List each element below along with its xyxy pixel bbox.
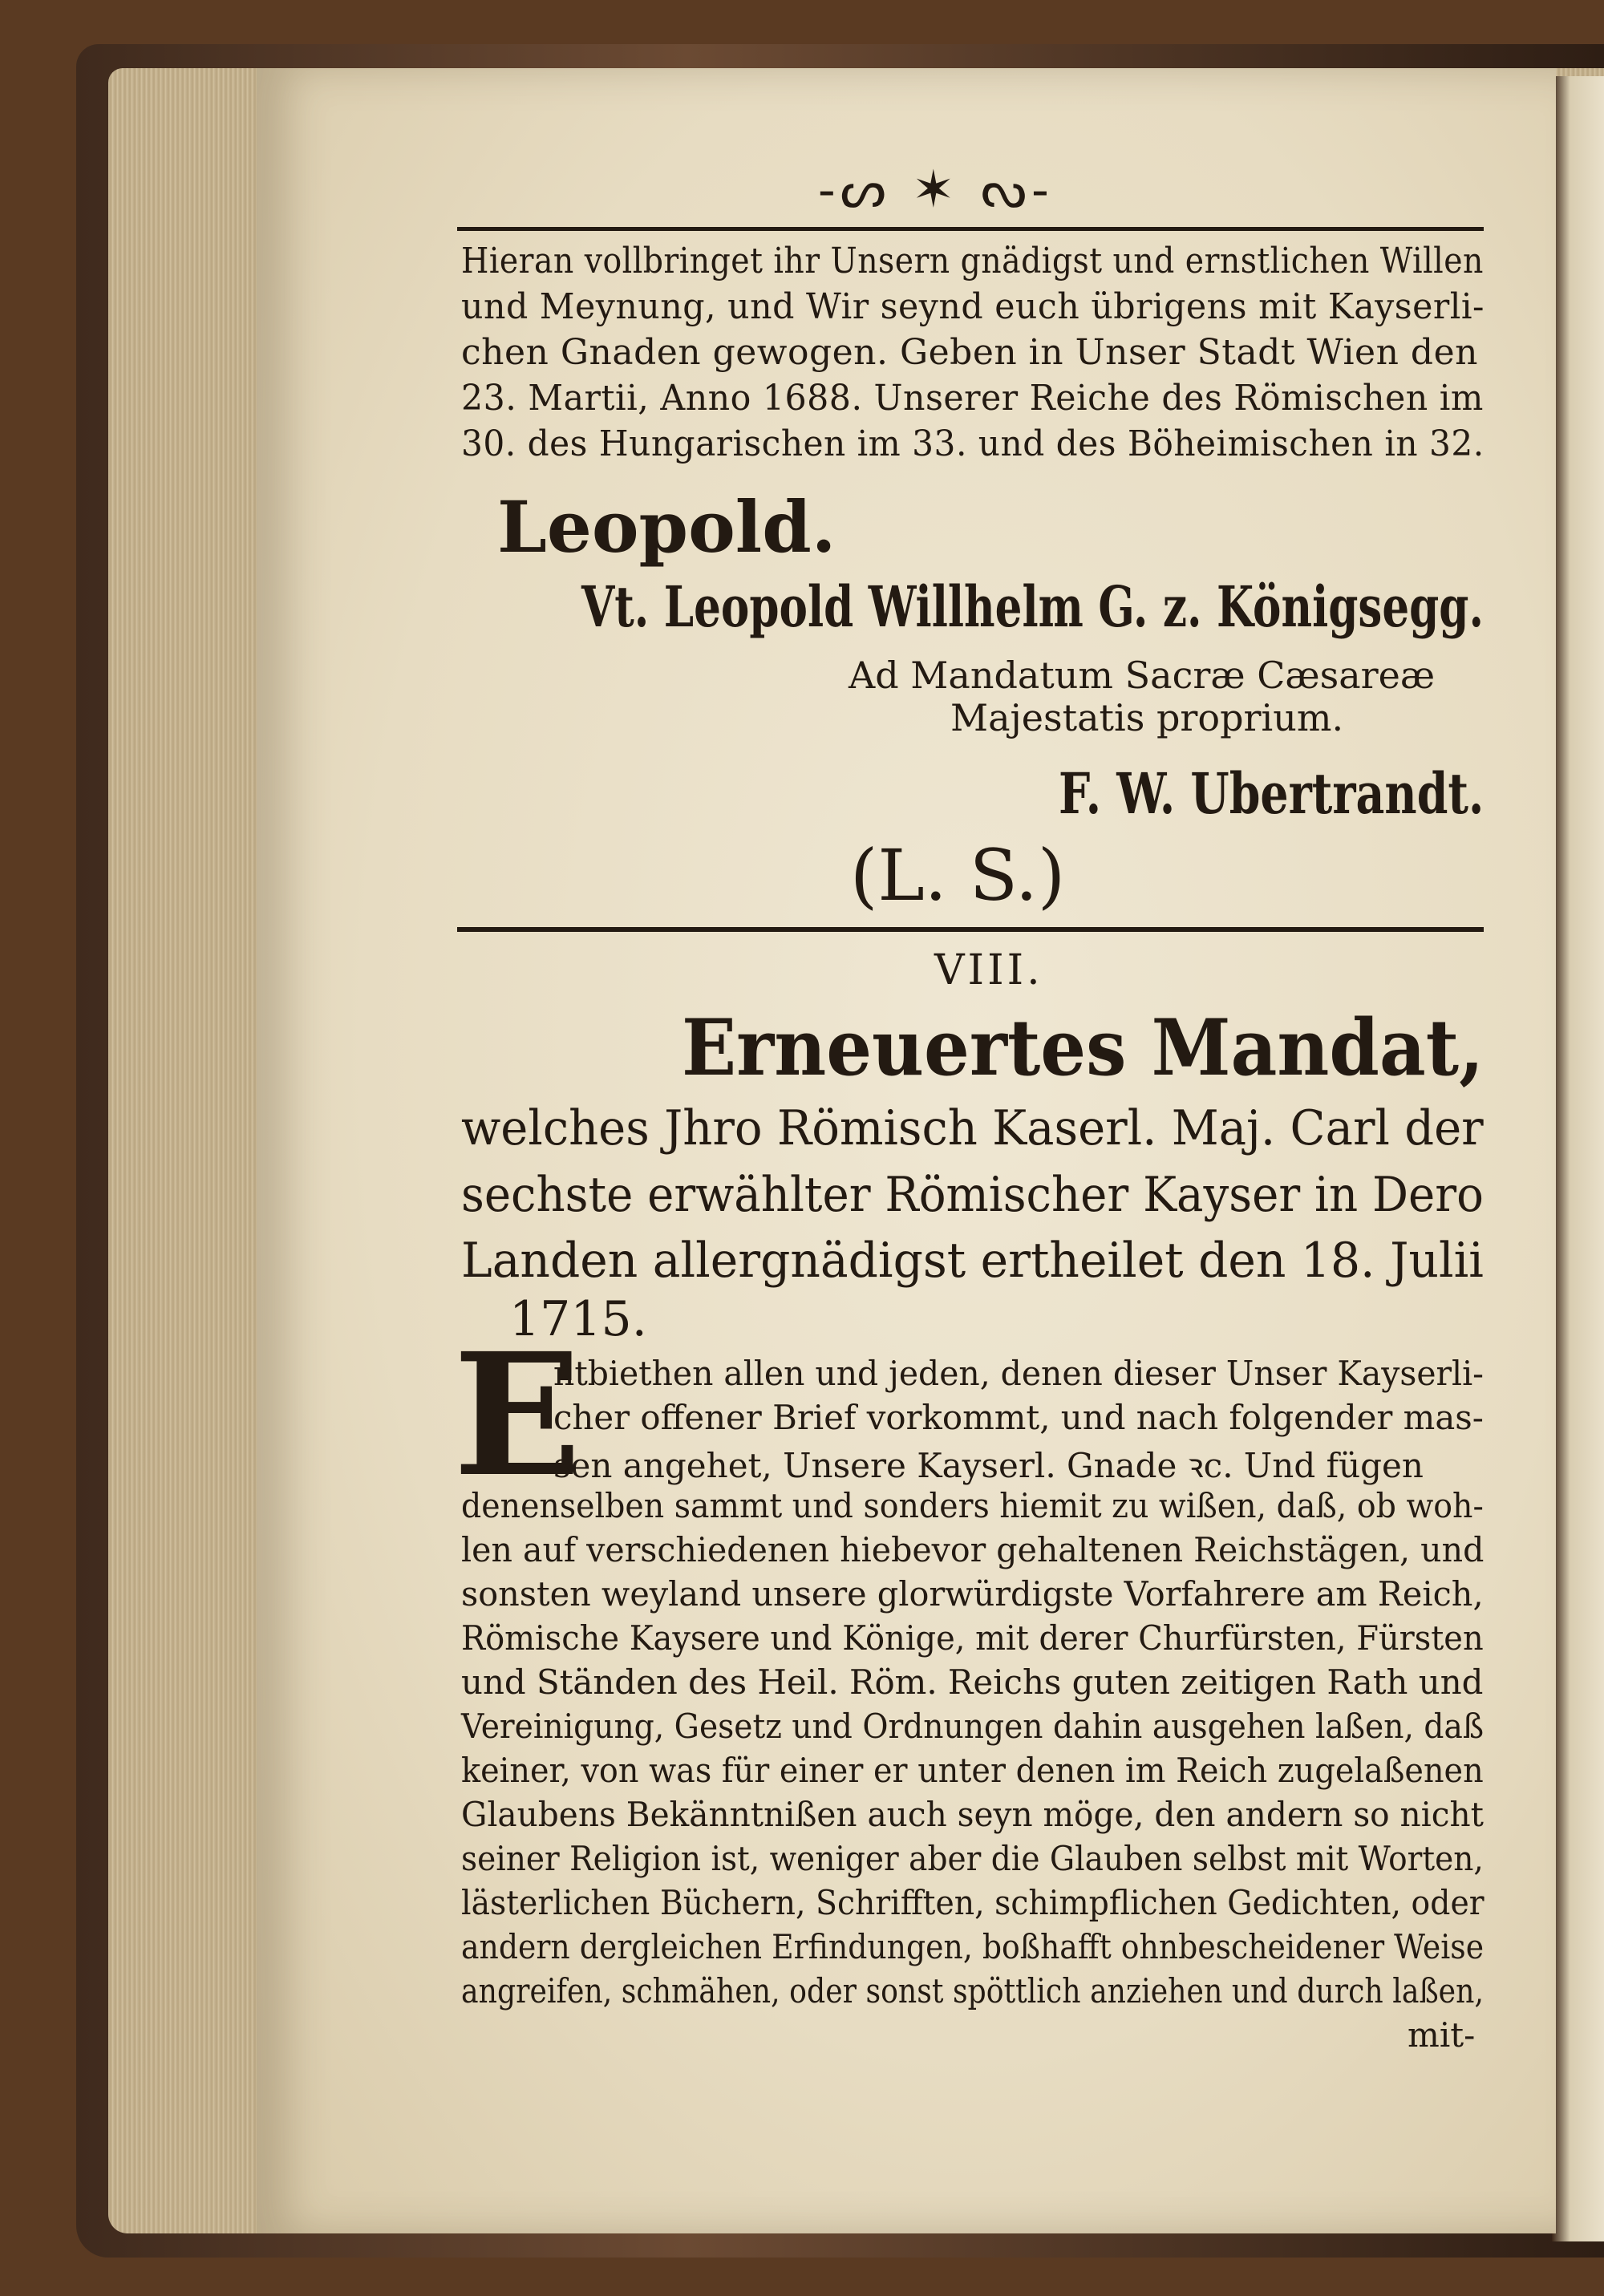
subtitle-line: Landen allergnädigst ertheilet den 18. Julii: [461, 1233, 1484, 1289]
body-line: und Ständen des Heil. Röm. Reichs guten zeitigen Rath und: [461, 1662, 1484, 1702]
section-rule: [457, 927, 1484, 932]
upper-text-line: Hieran vollbringet ihr Unsern gnädigst und ernstlichen Willen: [461, 241, 1484, 281]
subtitle-line: sechste erwählter Römischer Kayser in Dero: [461, 1167, 1484, 1223]
header-ornament: -ᔕ ✶ ᔓ-: [818, 160, 1054, 220]
header-rule: [457, 227, 1484, 231]
body-line: keiner, von was für einer er unter denen im Reich zugelaßenen: [461, 1751, 1484, 1790]
body-line: seiner Religion ist, weniger aber die Glauben selbst mit Worten,: [461, 1839, 1484, 1878]
body-line: Glaubens Bekänntnißen auch seyn möge, den andern so nicht: [461, 1795, 1484, 1834]
upper-text-line: chen Gnaden gewogen. Geben in Unser Stadt Wien den: [461, 332, 1478, 373]
body-line: Vereinigung, Gesetz und Ordnungen dahin ausgehen laßen, daß: [461, 1707, 1485, 1746]
section-number: VIII.: [934, 946, 1043, 994]
body-line: andern dergleichen Erfindungen, boßhafft ohnbescheidener Weise: [461, 1927, 1485, 1966]
seal-mark: (L. S.): [850, 834, 1066, 917]
body-line: angreifen, schmähen, oder sonst spöttlich anziehen und durch laßen,: [461, 1971, 1485, 2011]
body-line: sonsten weyland unsere glorwürdigste Vorfahrere am Reich,: [461, 1574, 1484, 1614]
body-line: denenselben sammt und sonders hiemit zu wißen, daß, ob woh-: [461, 1486, 1484, 1525]
upper-text-line: 30. des Hungarischen im 33. und des Böheimischen in 32.: [461, 423, 1485, 464]
upper-text-line: und Meynung, und Wir seynd euch übrigens mit Kayserli-: [461, 286, 1485, 327]
emperor-signature: Leopold.: [497, 485, 836, 569]
subtitle-line: 1715.: [509, 1291, 647, 1347]
mandate-line: Ad Mandatum Sacræ Cæsareæ: [849, 654, 1436, 697]
body-line: Römische Kaysere und Könige, mit derer Churfürsten, Fürsten: [461, 1618, 1484, 1658]
catchword: mit-: [1408, 2015, 1476, 2055]
secretary-signature: F. W. Ubertrandt.: [1059, 760, 1485, 827]
body-line: cher offener Brief vorkommt, und nach folgender mas-: [553, 1398, 1484, 1437]
drop-initial: E: [453, 1316, 582, 1514]
body-line: ntbiethen allen und jeden, denen dieser Unser Kayserli-: [553, 1354, 1484, 1393]
body-line: sen angehet, Unsere Kayserl. Gnade ꝛc. Und fügen: [553, 1446, 1424, 1485]
mandate-line: Majestatis proprium.: [950, 696, 1344, 739]
vice-chancellor-signature: Vt. Leopold Willhelm G. z. Königsegg.: [581, 573, 1484, 640]
section-title: Erneuertes Mandat,: [682, 1002, 1485, 1093]
upper-text-line: 23. Martii, Anno 1688. Unserer Reiche des Römischen im: [461, 378, 1484, 419]
body-line: len auf verschiedenen hiebevor gehaltenen Reichstägen, und: [461, 1530, 1485, 1569]
subtitle-line: welches Jhro Römisch Kaserl. Maj. Carl der: [461, 1100, 1484, 1156]
body-line: lästerlichen Büchern, Schrifften, schimpflichen Gedichten, oder: [461, 1883, 1485, 1922]
facing-page-edge: [1552, 76, 1604, 2241]
